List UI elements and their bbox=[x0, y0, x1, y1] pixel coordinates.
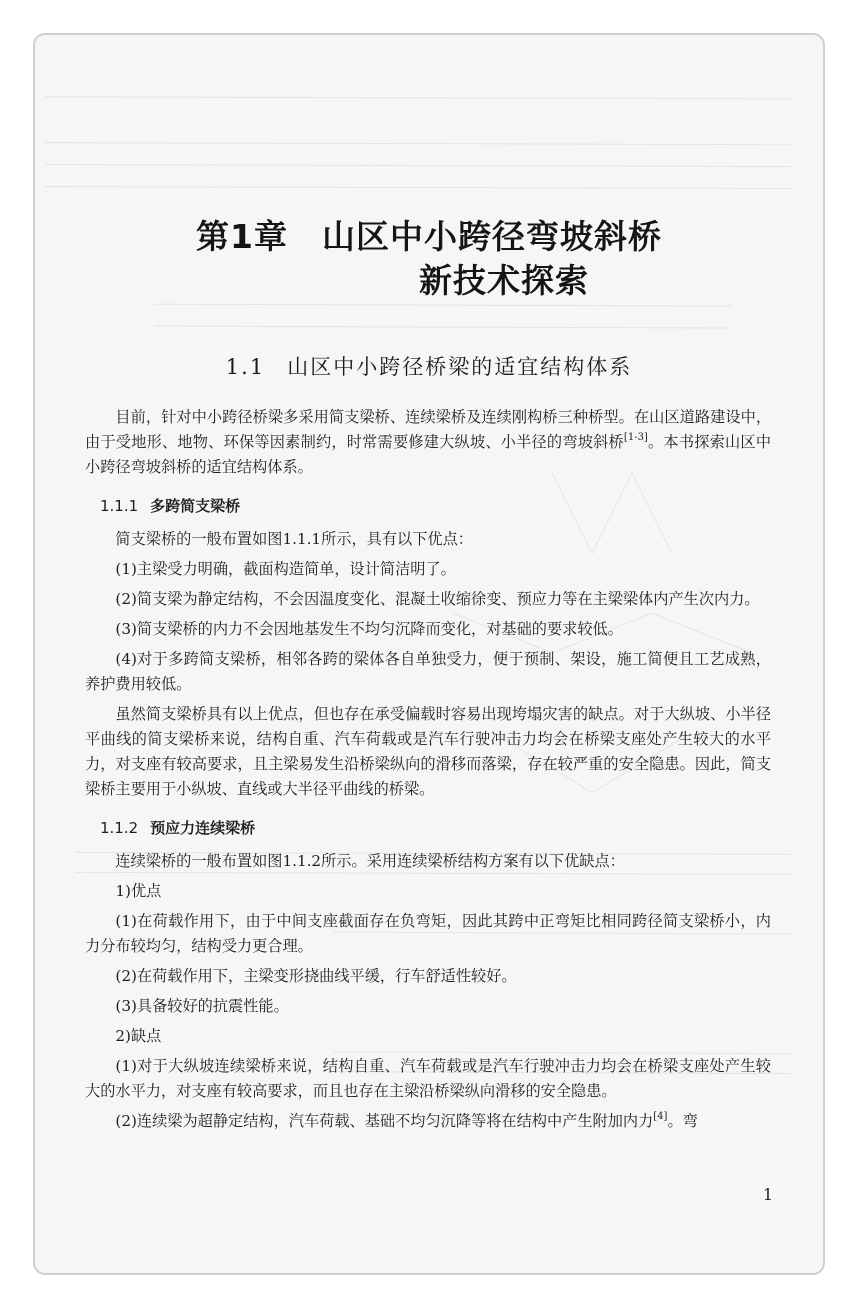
paragraph: 简支梁桥的一般布置如图1.1.1所示，具有以下优点： bbox=[115, 530, 473, 548]
paragraph: (2)在荷载作用下，主梁变形挠曲线平缓，行车舒适性较好。 bbox=[115, 967, 517, 985]
book-page bbox=[33, 33, 825, 1275]
paragraph: 2)缺点 bbox=[115, 1027, 162, 1045]
paragraph: (1)在荷载作用下，由于中间支座截面存在负弯矩，因此其跨中正弯矩比相同跨径简支梁桥小，内力分布较均匀，结构受力更合理。 bbox=[85, 912, 771, 955]
subsection-number: 1.1.2 bbox=[100, 819, 139, 837]
section-number: 1.1 bbox=[225, 355, 266, 379]
paragraph: (3)简支梁桥的内力不会因地基发生不均匀沉降而变化，对基础的要求较低。 bbox=[115, 620, 623, 638]
page-number: 1 bbox=[762, 1185, 773, 1204]
paragraph: (2)连续梁为超静定结构，汽车荷载、基础不均匀沉降等将在结构中产生附加内力[4]。弯 bbox=[115, 1111, 698, 1130]
section-title: 山区中小跨径桥梁的适宜结构体系 bbox=[287, 355, 633, 379]
section-heading bbox=[35, 352, 823, 382]
chapter-title bbox=[35, 215, 823, 303]
paragraph: (1)主梁受力明确，截面构造简单，设计简洁明了。 bbox=[115, 560, 456, 578]
paragraph: (3)具备较好的抗震性能。 bbox=[115, 997, 289, 1015]
chapter-title-line-1: 第1章 山区中小跨径弯坡斜桥 bbox=[196, 217, 662, 256]
subsection-title: 多跨简支梁桥 bbox=[150, 497, 241, 515]
intro-paragraph: 目前，针对中小跨径桥梁多采用简支梁桥、连续梁桥及连续刚构桥三种桥型。在山区道路建设中，由于受地形、地物、环保等因素制约，时常需要修建大纵坡、小半径的弯坡斜桥[1-3]。本书探索山区中小跨径弯坡斜桥的适宜结构体系。 bbox=[85, 408, 772, 476]
subsection-heading-2 bbox=[85, 816, 771, 841]
subsection-number: 1.1.1 bbox=[100, 497, 139, 515]
subsection-title: 预应力连续梁桥 bbox=[150, 819, 256, 837]
paragraph: (4)对于多跨简支梁桥，相邻各跨的梁体各自单独受力，便于预制、架设，施工简便且工艺成熟，养护费用较低。 bbox=[85, 650, 771, 693]
chapter-title-line-2: 新技术探索 bbox=[419, 261, 589, 300]
citation-ref: [4] bbox=[653, 1111, 668, 1122]
citation-ref: [1-3] bbox=[623, 432, 648, 443]
paragraph: (2)简支梁为静定结构，不会因温度变化、混凝土收缩徐变、预应力等在主梁梁体内产生次内力。 bbox=[115, 590, 760, 608]
body-text bbox=[85, 405, 771, 1134]
paragraph: 连续梁桥的一般布置如图1.1.2所示。采用连续梁桥结构方案有以下优缺点： bbox=[115, 852, 625, 870]
paragraph: 虽然简支梁桥具有以上优点，但也存在承受偏载时容易出现垮塌灾害的缺点。对于大纵坡、小半径平曲线的简支梁桥来说，结构自重、汽车荷载或是汽车行驶冲击力均会在桥梁支座处产生较大的水平力，对支座有较高要求，且主梁易发生沿桥梁纵向的滑移而落梁，存在较严重的安全隐患。因此，简支梁桥主要用于小纵坡、直线或大半径平曲线的桥梁。 bbox=[85, 705, 771, 798]
paragraph: (1)对于大纵坡连续梁桥来说，结构自重、汽车荷载或是汽车行驶冲击力均会在桥梁支座处产生较大的水平力，对支座有较高要求，而且也存在主梁沿桥梁纵向滑移的安全隐患。 bbox=[85, 1057, 771, 1100]
paragraph: 1)优点 bbox=[115, 882, 162, 900]
subsection-heading-1 bbox=[85, 494, 771, 519]
